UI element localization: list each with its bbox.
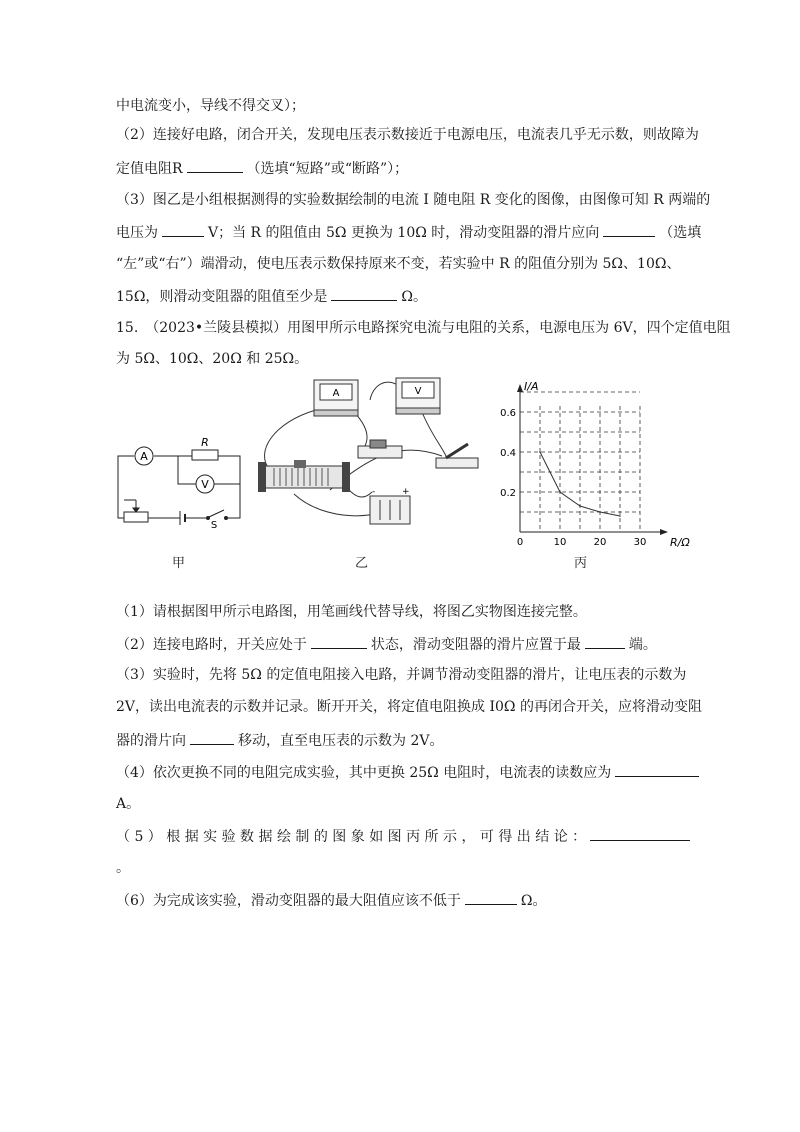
figure-label-jia: 甲 — [172, 556, 186, 571]
x-tick-label: 20 — [593, 537, 607, 548]
ammeter-symbol: A — [140, 450, 148, 463]
resistor-label: R — [201, 436, 209, 449]
apparatus-diagram-yi — [254, 372, 490, 532]
y-tick-label: 0.4 — [500, 448, 516, 459]
text-line: 2V，读出电流表的示数并记录。断开开关，将定值电阻换成 I0Ω 的再闭合开关，应将滑动变阻 — [116, 699, 702, 715]
text-line: （6）为完成该实验，滑动变阻器的最大阻值应该不低于 Ω。 — [116, 890, 547, 911]
question-15-title: 15. （2023•兰陵县模拟）用图甲所示电路探究电流与电阻的关系，电源电压为 6V，四个定值电阻 — [116, 320, 731, 336]
text-line: 。 — [116, 860, 130, 876]
circuit-diagram-jia — [110, 430, 250, 530]
figure-label-yi: 乙 — [355, 556, 369, 571]
answer-blank[interactable] — [465, 890, 517, 905]
y-tick-label: 0.2 — [500, 488, 516, 499]
text-line: （ 5 ） 根 据 实 验 数 据 绘 制 的 图 象 如 图 丙 所 示 ， 可 得 出 结 论 ： — [116, 826, 694, 847]
y-axis-arrow — [517, 384, 523, 392]
text-line: 15Ω，则滑动变阻器的阻值至少是 Ω。 — [116, 286, 427, 307]
text-line: （4）依次更换不同的电阻完成实验，其中更换 25Ω 电阻时，电流表的读数应为 — [116, 762, 703, 783]
text-line: 定值电阻R （选填“短路”或“断路”）； — [116, 158, 408, 179]
text-line: 电压为 V；当 R 的阻值由 5Ω 更换为 10Ω 时，滑动变阻器的滑片应向 （选填 — [116, 222, 701, 243]
x-tick-label: 0 — [516, 537, 524, 548]
x-axis-arrow — [660, 529, 668, 535]
answer-blank[interactable] — [590, 826, 690, 841]
answer-blank[interactable] — [331, 286, 397, 301]
text-line: “左”或“右”）端滑动，使电压表示数保持原来不变，若实验中 R 的阻值分别为 5Ω、10Ω、 — [116, 256, 681, 272]
text-line: （2）连接电路时，开关应处于 状态，滑动变阻器的滑片应置于最 端。 — [116, 634, 657, 655]
x-axis-label: R/Ω — [670, 536, 690, 549]
answer-blank[interactable] — [162, 222, 204, 237]
text-line: 中电流变小，导线不得交叉）； — [116, 98, 305, 114]
text-line: （1）请根据图甲所示电路图，用笔画线代替导线，将图乙实物图连接完整。 — [116, 604, 587, 620]
data-point — [579, 505, 581, 507]
data-point — [619, 515, 621, 517]
data-point — [539, 451, 541, 453]
answer-blank[interactable] — [603, 222, 655, 237]
voltmeter-device-label: V — [414, 386, 422, 397]
answer-blank[interactable] — [187, 158, 243, 173]
text-line: （2）连接好电路，闭合开关，发现电压表示数接近于电源电压，电流表几乎无示数，则故障为 — [116, 127, 699, 143]
svg-text:+: + — [402, 487, 410, 497]
data-point — [599, 511, 601, 513]
i-r-chart — [490, 376, 690, 552]
answer-blank[interactable] — [585, 634, 625, 649]
text-line: （3）图乙是小组根据测得的实验数据绘制的电流 I 随电阻 R 变化的图像，由图像可知 R 两端的 — [116, 192, 711, 208]
ammeter-device-label: A — [332, 388, 340, 399]
text-line: （3）实验时，先将 5Ω 的定值电阻接入电路，并调节滑动变阻器的滑片，让电压表的示数为 — [116, 667, 687, 683]
text-line: 为 5Ω、10Ω、20Ω 和 25Ω。 — [116, 351, 309, 367]
answer-blank[interactable] — [190, 730, 234, 745]
text-line: 器的滑片向 移动，直至电压表的示数为 2V。 — [116, 730, 443, 751]
voltmeter-symbol: V — [201, 478, 209, 491]
svg-text:-: - — [372, 487, 376, 497]
x-tick-label: 30 — [633, 537, 647, 548]
y-tick-label: 0.6 — [500, 408, 516, 419]
text-line: A。 — [116, 796, 141, 812]
data-point — [559, 491, 561, 493]
x-tick-label: 10 — [553, 537, 567, 548]
y-axis-label: I/A — [524, 380, 539, 393]
switch-label: S — [210, 520, 218, 530]
answer-blank[interactable] — [311, 634, 367, 649]
figure-label-bing: 丙 — [574, 556, 588, 571]
answer-blank[interactable] — [615, 762, 699, 777]
